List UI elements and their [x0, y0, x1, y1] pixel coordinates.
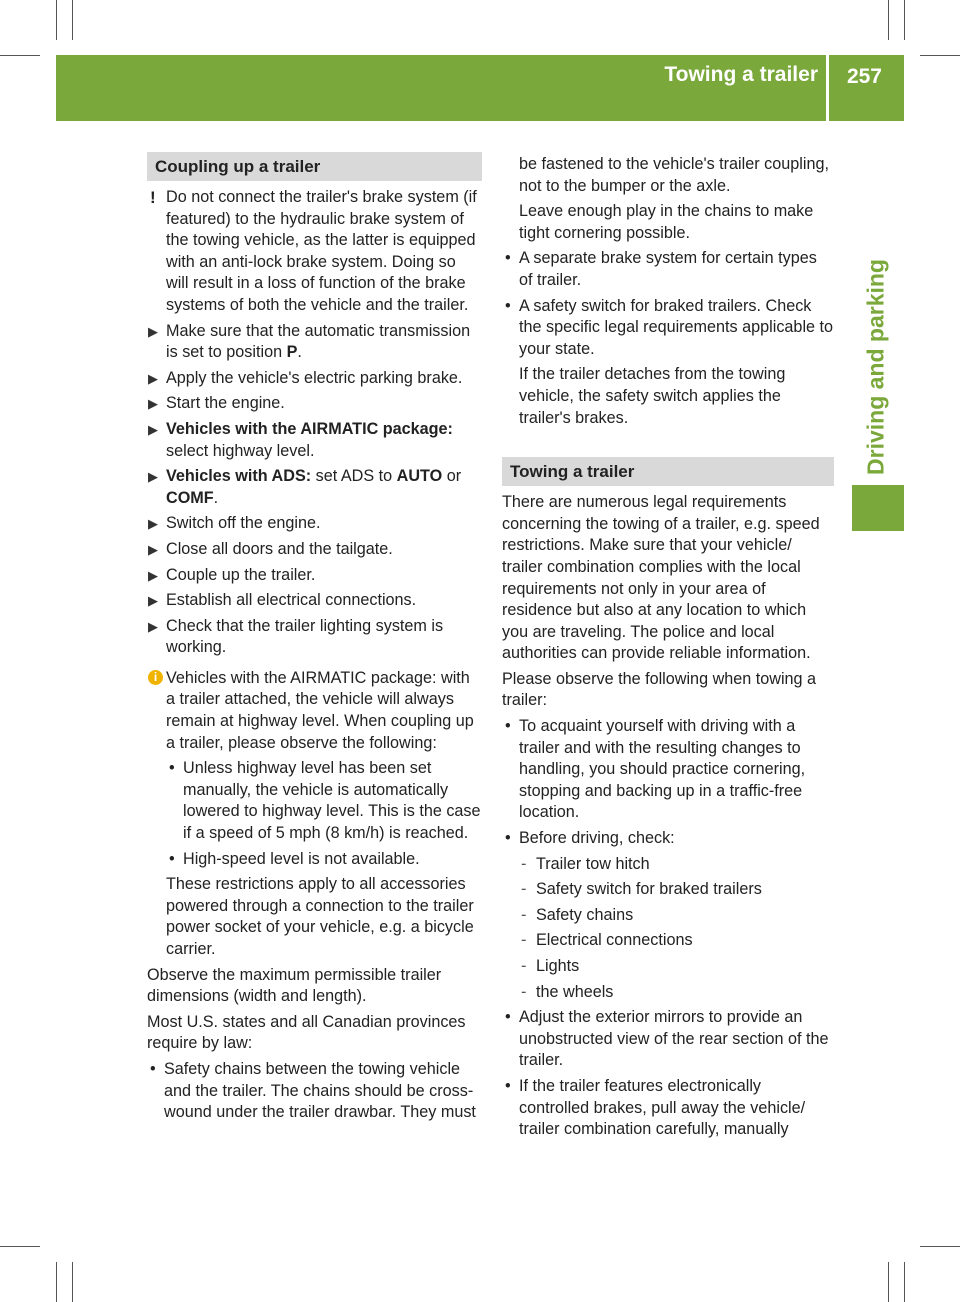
list-item: • High-speed level is not available.: [147, 849, 482, 871]
step: ▶ Check that the trailer lighting system is working.: [148, 616, 444, 657]
crop-mark: [72, 1262, 73, 1302]
continued-text: be fastened to the vehicle's trailer coupling, not to the bumper or the axle.: [519, 155, 829, 195]
bullet-icon: •: [169, 759, 175, 778]
right-column: [502, 154, 834, 1141]
dash-icon: -: [521, 931, 527, 950]
info-note: [147, 668, 482, 754]
header-divider: [826, 55, 829, 121]
warning-icon: !: [150, 188, 156, 207]
step-arrow-icon: ▶: [148, 541, 158, 557]
section-heading-text: Coupling up a trailer: [155, 157, 321, 176]
dash-icon: -: [521, 854, 527, 873]
bullet-icon: •: [505, 249, 511, 268]
step-arrow-icon: ▶: [148, 370, 158, 386]
list-item: • Adjust the exterior mirrors to provide an unobstructed view of the rear section of the trailer.: [505, 1008, 829, 1070]
list-item: • If the trailer features electronically controlled brakes, pull away the vehicle/ trailer combination carefully, manually: [505, 1076, 806, 1139]
step-arrow-icon: ▶: [148, 323, 158, 339]
bullet-icon: •: [505, 717, 511, 736]
step: ▶ Start the engine.: [147, 393, 482, 415]
section-heading-text: Towing a trailer: [510, 462, 635, 482]
crop-mark: [56, 0, 57, 40]
crop-mark: [0, 1246, 40, 1247]
check-item: - Safety chains: [502, 905, 834, 927]
crop-mark: [888, 1262, 889, 1302]
body-paragraph: Most U.S. states and all Canadian provinces require by law:: [147, 1012, 466, 1053]
step: ▶ Couple up the trailer.: [147, 565, 482, 587]
dash-icon: -: [521, 880, 527, 899]
list-item: • To acquaint yourself with driving with a trailer and with the resulting changes to handling, you should practice cornering, stopping and backing up in a traffic-free location.: [505, 717, 806, 822]
page-header: [56, 55, 904, 121]
list-item: • Safety chains between the towing vehicle and the trailer. The chains should be cross-wound under the trailer drawbar. They must: [150, 1059, 476, 1122]
info-icon: i: [148, 670, 163, 685]
dash-icon: -: [521, 905, 527, 924]
header-title: Towing a trailer: [664, 63, 818, 86]
step-arrow-icon: ▶: [148, 567, 158, 583]
info-text: Vehicles with the AIRMATIC package: with a trailer attached, the vehicle will always remain at highway level. When coupling up a trailer, please observe the following:: [166, 668, 474, 752]
section-heading: [502, 457, 834, 486]
continued-text: If the trailer detaches from the towing vehicle, the safety switch applies the trailer's brakes.: [519, 365, 786, 427]
page-number: 257: [846, 65, 882, 88]
warning-note: [147, 187, 482, 317]
step: ▶ Establish all electrical connections.: [147, 590, 482, 612]
step-arrow-icon: ▶: [148, 618, 158, 634]
body-paragraph: There are numerous legal requirements concerning the towing of a trailer, e.g. speed restrictions. Make sure that your vehicle/ trailer combination complies with the local requirements not only in your area of residence but also at any location to which you are traveling. The police and local authorities can provide reliable information.: [502, 493, 820, 663]
dash-icon: -: [521, 982, 527, 1001]
check-item: - Trailer tow hitch: [502, 854, 834, 876]
crop-mark: [920, 55, 960, 56]
crop-mark: [72, 0, 73, 40]
side-chapter-label: Driving and parking: [862, 259, 889, 475]
section-heading: [147, 152, 482, 181]
check-item: - the wheels: [502, 982, 834, 1004]
list-item: • A separate brake system for certain types of trailer.: [505, 249, 817, 289]
crop-mark: [920, 1246, 960, 1247]
step-arrow-icon: ▶: [148, 516, 158, 532]
crop-mark: [0, 55, 40, 56]
step-arrow-icon: ▶: [148, 396, 158, 412]
bullet-icon: •: [150, 1059, 156, 1078]
step: ▶ Vehicles with the AIRMATIC package: select highway level.: [148, 419, 453, 460]
bullet-icon: •: [505, 1076, 511, 1095]
bullet-icon: •: [505, 1008, 511, 1027]
bullet-icon: •: [505, 296, 511, 315]
step: ▶ Make sure that the automatic transmission is set to position P.: [148, 321, 471, 362]
step-arrow-icon: ▶: [148, 469, 158, 485]
dash-icon: -: [521, 957, 527, 975]
step: ▶ Apply the vehicle's electric parking brake.: [147, 368, 482, 390]
crop-mark: [904, 1262, 905, 1302]
crop-mark: [56, 1262, 57, 1302]
warning-text: Do not connect the trailer's brake system (if featured) to the hydraulic brake system of the towing vehicle, as the latter is equipped with an anti-lock brake system. Doing so will result in a loss of function of the brake systems of both the vehicle and the trailer.: [166, 188, 477, 314]
check-item: - Electrical connections: [502, 930, 834, 952]
step: ▶ Close all doors and the tailgate.: [147, 539, 482, 561]
left-column: [147, 152, 482, 1124]
side-marker: [852, 485, 904, 531]
info-after-text: These restrictions apply to all accessories powered through a connection to the trailer power socket of your vehicle, e.g. a bicycle carrier.: [166, 875, 474, 958]
continued-text: Leave enough play in the chains to make tight cornering possible.: [519, 202, 814, 242]
list-item: • Unless highway level has been set manually, the vehicle is automatically lowered to highway level. This is the case if a speed of 5 mph (8 km/h) is reached.: [169, 759, 481, 843]
step: ▶ Switch off the engine.: [147, 513, 482, 535]
body-paragraph: Please observe the following when towing a trailer:: [502, 669, 817, 710]
crop-mark: [904, 0, 905, 40]
step-arrow-icon: ▶: [148, 421, 158, 437]
body-paragraph: Observe the maximum permissible trailer dimensions (width and length).: [147, 965, 442, 1006]
list-item: • Before driving, check:: [502, 828, 834, 850]
crop-mark: [888, 0, 889, 40]
step-arrow-icon: ▶: [148, 593, 158, 609]
bullet-icon: •: [505, 829, 511, 848]
step: ▶ Vehicles with ADS: set ADS to AUTO or COMF.: [148, 467, 462, 507]
list-item: • A safety switch for braked trailers. Check the specific legal requirements applicable to your state.: [505, 296, 834, 358]
bullet-icon: •: [169, 849, 175, 868]
check-item: - Safety switch for braked trailers: [502, 879, 834, 901]
check-item: - Lights: [502, 956, 834, 978]
